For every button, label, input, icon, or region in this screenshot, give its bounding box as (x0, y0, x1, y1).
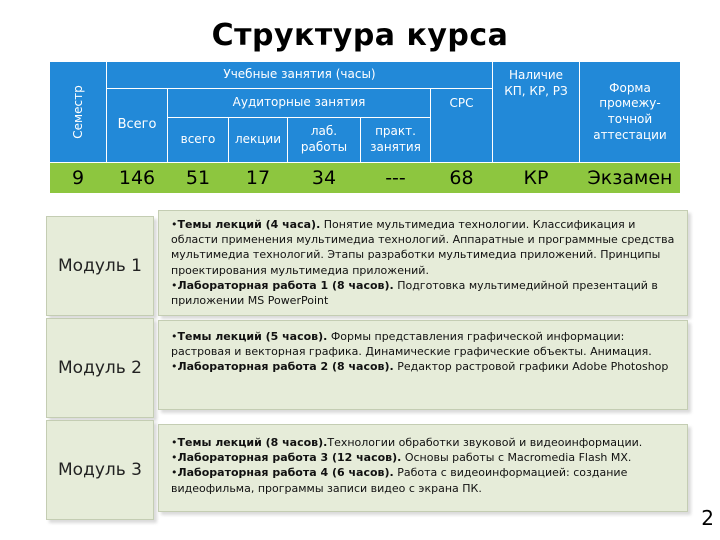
value-lectures: 17 (245, 167, 271, 189)
value-practice: --- (385, 167, 406, 189)
value-attestation: Экзамен (587, 167, 673, 189)
module-2-label: Модуль 2 (46, 318, 154, 418)
value-srs: 68 (449, 167, 474, 189)
value-labs: 34 (311, 167, 337, 189)
header-lectures: лекции (229, 118, 287, 162)
value-semester: 9 (71, 167, 85, 189)
module-2-description: •Темы лекций (5 часов). Формы представления графической информации: растровая и векторная графика. Динамические графические объекты. Анимация. •Лабораторная работа 2 (8 часов). Редактор растровой графики Adobe Photoshop (158, 320, 688, 410)
header-auditorium: Аудиторные занятия (168, 89, 430, 117)
value-aud-total: 51 (185, 167, 211, 189)
header-attestation: Форма промежу-точной аттестации (580, 62, 680, 162)
module-3-description: •Темы лекций (8 часов).Технологии обработки звуковой и видеоинформации. •Лабораторная работа 3 (12 часов). Основы работы с Macromedia Flash MX. •Лабораторная работа 4 (6 часов). Работа с видеоинформацией: создание видеофильма, программы записи видео с экрана ПК. (158, 424, 688, 512)
module-3-label: Модуль 3 (46, 420, 154, 520)
header-practice: практ. занятия (361, 118, 430, 162)
header-labs: лаб. работы (288, 118, 360, 162)
value-total: 146 (118, 167, 156, 189)
module-1-description: •Темы лекций (4 часа). Понятие мультимедиа технологии. Классификация и области применения мультимедиа технологий. Аппаратные и программные средства мультимедиа технологий. Этапы разработки мультимедиа приложений. Принципы проектирования мультимедиа приложений. •Лабораторная работа 1 (8 часов). Подготовка мультимедийной презентаций в приложении MS PowerPoint (158, 210, 688, 316)
page-number: 2 (701, 506, 714, 530)
module-1-label: Модуль 1 (46, 216, 154, 316)
header-semester: Семестр (50, 62, 106, 162)
header-total-upper: Всего (107, 89, 167, 162)
header-srs: СРС (431, 89, 492, 162)
header-total-lower: всего (168, 118, 228, 162)
header-study-hours: Учебные занятия (часы) (107, 62, 492, 88)
page-title: Структура курса (211, 18, 509, 53)
value-coursework: КР (523, 167, 549, 189)
header-coursework: Наличие КП, КР, РЗ (493, 62, 579, 162)
